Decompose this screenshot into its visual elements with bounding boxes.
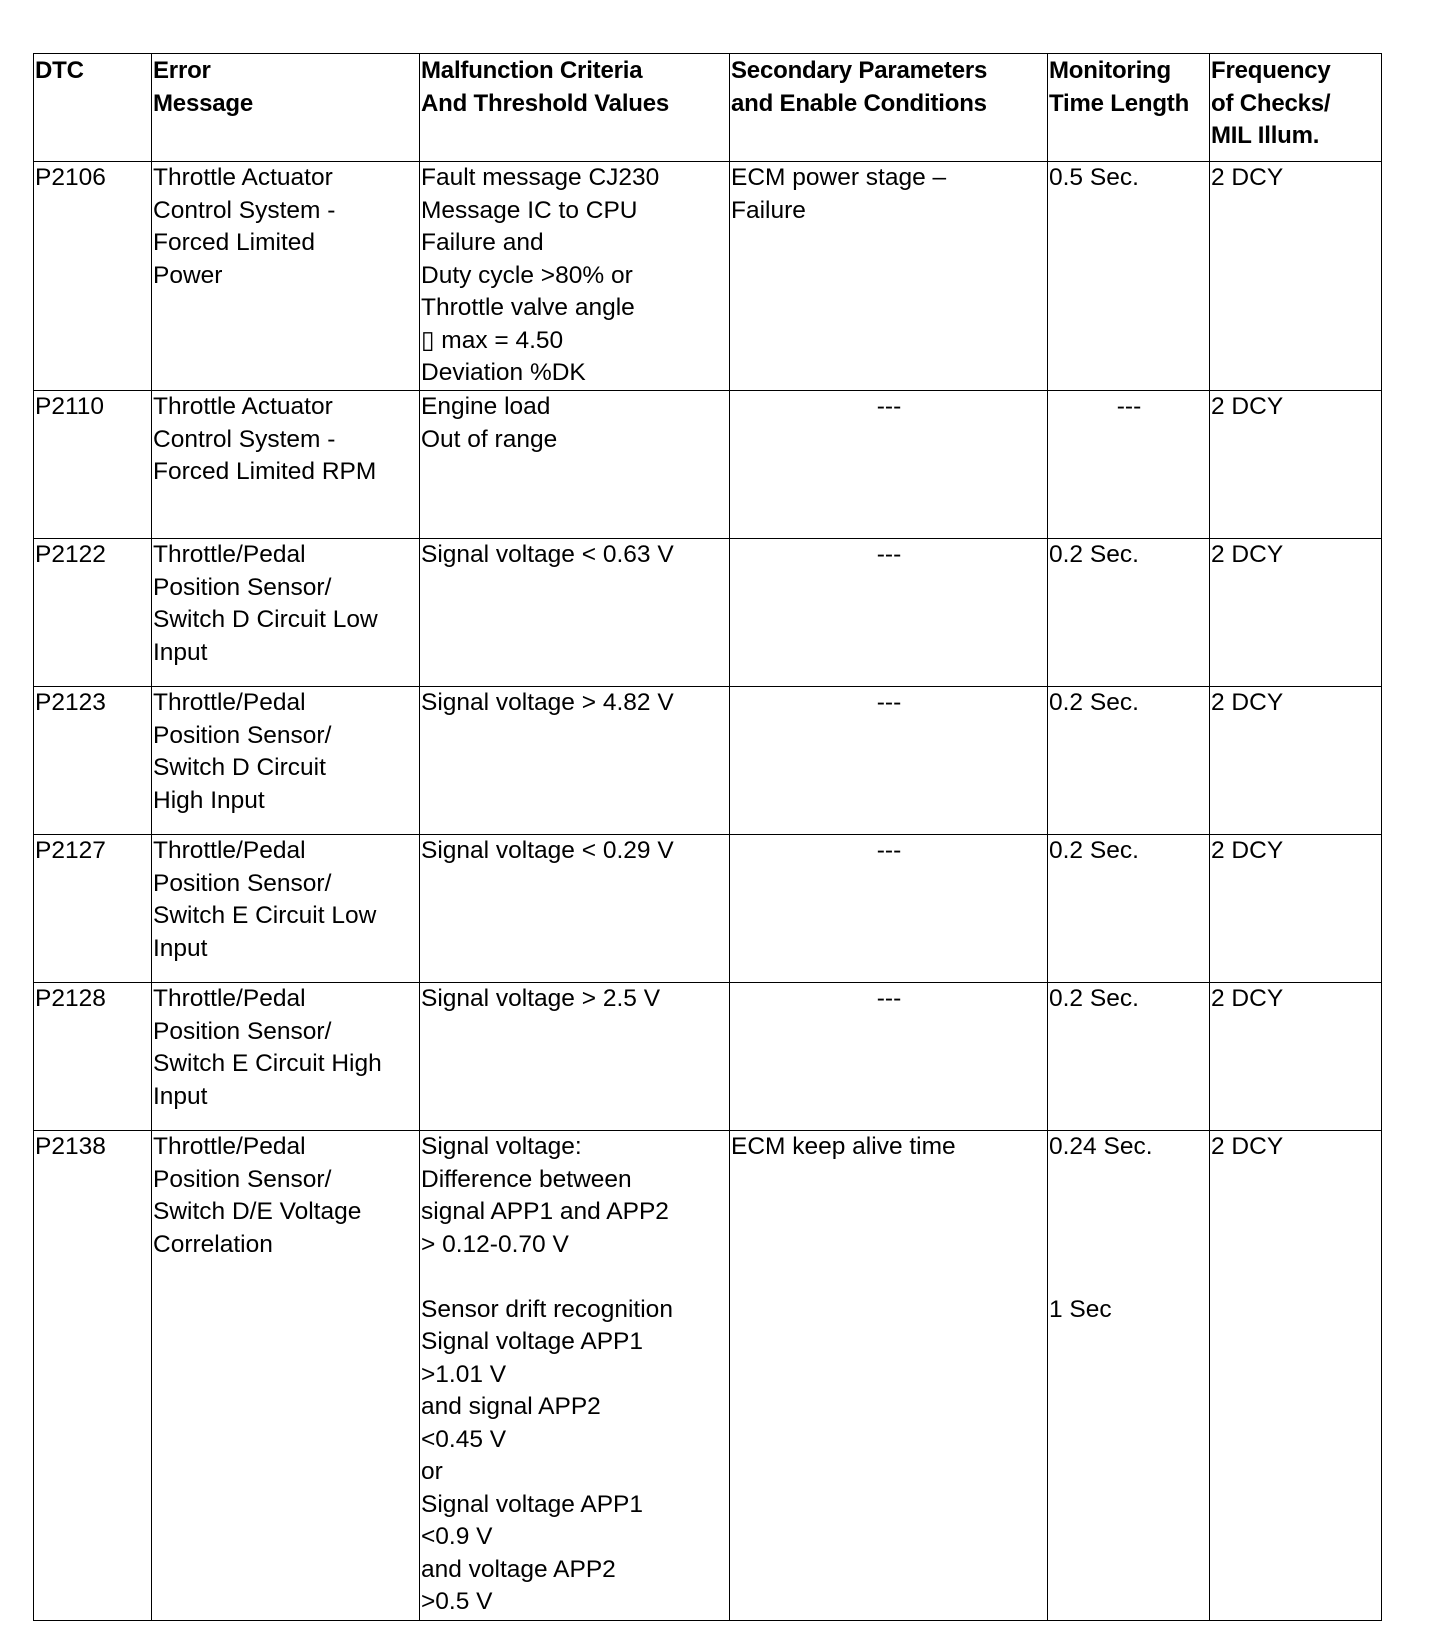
header-secondary-parameters	[730, 54, 1048, 162]
message-line: Correlation	[153, 1230, 273, 1258]
frequency-value: 2 DCY	[1211, 393, 1284, 420]
frequency-value: 2 DCY	[1211, 164, 1284, 191]
monitoring-value: 0.5 Sec.	[1049, 164, 1139, 191]
dtc-code: P2122	[35, 541, 106, 568]
header-line: Secondary Parameters	[731, 57, 988, 84]
message-line: Switch D Circuit	[153, 754, 326, 781]
criteria-line: Fault message CJ230	[421, 164, 660, 191]
message-line: Input	[153, 638, 208, 666]
cell-monitoring	[1048, 983, 1210, 1131]
cell-error-message	[152, 162, 420, 391]
criteria-line: Message IC to CPU	[421, 196, 638, 224]
cell-frequency	[1210, 539, 1382, 687]
message-line: Switch E Circuit High	[153, 1050, 382, 1077]
dtc-code: P2127	[35, 837, 106, 864]
cell-secondary	[730, 162, 1048, 391]
cell-criteria	[420, 835, 730, 983]
header-frequency	[1210, 54, 1382, 162]
message-line: Throttle/Pedal	[153, 689, 306, 716]
message-line: Throttle/Pedal	[153, 837, 306, 864]
dtc-code: P2123	[35, 689, 106, 716]
cell-criteria	[420, 983, 730, 1131]
header-line: Time Length	[1049, 89, 1190, 117]
cell-dtc	[34, 1131, 152, 1621]
monitoring-value: 0.2 Sec.	[1049, 985, 1139, 1012]
dtc-code: P2128	[35, 985, 106, 1012]
criteria-line: Duty cycle >80% or	[421, 261, 633, 289]
message-line: Switch E Circuit Low	[153, 902, 377, 929]
table-row	[34, 687, 1382, 835]
cell-error-message	[152, 835, 420, 983]
secondary-line: ---	[876, 837, 902, 864]
message-line: Forced Limited	[153, 229, 316, 256]
header-line: And Threshold Values	[421, 89, 670, 117]
cell-criteria	[420, 539, 730, 687]
header-line: MIL Illum.	[1211, 122, 1320, 149]
cell-monitoring	[1048, 539, 1210, 687]
cell-criteria	[420, 391, 730, 539]
criteria-line: and signal APP2	[421, 1393, 601, 1420]
frequency-value: 2 DCY	[1211, 1133, 1284, 1160]
cell-secondary	[730, 835, 1048, 983]
message-line: Throttle/Pedal	[153, 541, 306, 568]
criteria-line: Failure and	[421, 229, 544, 256]
criteria-line: Throttle valve angle	[421, 294, 635, 321]
criteria-line: Difference between	[421, 1165, 632, 1193]
cell-secondary	[730, 687, 1048, 835]
frequency-value: 2 DCY	[1211, 541, 1284, 568]
cell-monitoring	[1048, 391, 1210, 539]
criteria-line: Signal voltage:	[421, 1133, 582, 1160]
frequency-value: 2 DCY	[1211, 837, 1284, 864]
cell-error-message	[152, 983, 420, 1131]
header-line: Malfunction Criteria	[421, 57, 643, 84]
message-line: Throttle Actuator	[153, 393, 333, 420]
message-line: Position Sensor/	[153, 869, 332, 897]
criteria-line: Signal voltage < 0.29 V	[421, 837, 674, 864]
cell-monitoring	[1048, 835, 1210, 983]
header-line: Message	[153, 89, 253, 117]
cell-frequency	[1210, 687, 1382, 835]
cell-error-message	[152, 539, 420, 687]
cell-frequency	[1210, 983, 1382, 1131]
message-line: Switch D Circuit Low	[153, 606, 378, 633]
cell-criteria	[420, 1131, 730, 1621]
header-line: Frequency	[1211, 57, 1331, 84]
message-line: Forced Limited RPM	[153, 458, 377, 485]
criteria-line: ▯ max = 4.50	[421, 326, 564, 354]
monitoring-value: 0.2 Sec.	[1049, 689, 1139, 716]
criteria-line: <0.9 V	[421, 1523, 493, 1550]
message-line: Power	[153, 261, 223, 289]
secondary-line: ---	[876, 393, 902, 420]
cell-criteria	[420, 687, 730, 835]
message-line: Position Sensor/	[153, 1017, 332, 1045]
message-line: High Input	[153, 786, 265, 814]
message-line: Input	[153, 934, 208, 962]
criteria-line: >0.5 V	[421, 1588, 493, 1615]
criteria-line: >1.01 V	[421, 1360, 507, 1388]
criteria-line: Engine load	[421, 393, 551, 420]
header-error-message	[152, 54, 420, 162]
message-line: Throttle/Pedal	[153, 1133, 306, 1160]
dtc-code: P2138	[35, 1133, 106, 1160]
frequency-value: 2 DCY	[1211, 985, 1284, 1012]
dtc-code: P2106	[35, 164, 106, 191]
criteria-line: Signal voltage > 4.82 V	[421, 689, 674, 716]
cell-monitoring	[1048, 162, 1210, 391]
message-line: Switch D/E Voltage	[153, 1198, 362, 1225]
header-monitoring-time	[1048, 54, 1210, 162]
frequency-value: 2 DCY	[1211, 689, 1284, 716]
secondary-line: ECM power stage –	[731, 164, 947, 191]
paragraph-gap	[421, 1261, 729, 1294]
header-line: DTC	[35, 57, 84, 84]
header-dtc	[34, 54, 152, 162]
table-row	[34, 162, 1382, 391]
cell-error-message	[152, 687, 420, 835]
header-row	[34, 54, 1382, 162]
cell-dtc	[34, 687, 152, 835]
cell-frequency	[1210, 1131, 1382, 1621]
criteria-line: Sensor drift recognition	[421, 1295, 673, 1323]
cell-error-message	[152, 391, 420, 539]
criteria-line: > 0.12-0.70 V	[421, 1230, 569, 1258]
criteria-line: <0.45 V	[421, 1425, 507, 1453]
criteria-line: Signal voltage < 0.63 V	[421, 541, 674, 568]
cell-dtc	[34, 835, 152, 983]
cell-error-message	[152, 1131, 420, 1621]
criteria-line: and voltage APP2	[421, 1555, 616, 1583]
monitoring-value: 0.2 Sec.	[1049, 541, 1139, 568]
cell-secondary	[730, 983, 1048, 1131]
monitoring-value: 0.2 Sec.	[1049, 837, 1139, 864]
cell-dtc	[34, 983, 152, 1131]
cell-monitoring	[1048, 687, 1210, 835]
monitoring-value: 0.24 Sec.	[1049, 1133, 1153, 1160]
header-malfunction-criteria	[420, 54, 730, 162]
cell-secondary	[730, 539, 1048, 687]
criteria-line: Signal voltage APP1	[421, 1328, 644, 1355]
cell-monitoring	[1048, 1131, 1210, 1621]
secondary-line: ECM keep alive time	[731, 1133, 956, 1160]
secondary-line: ---	[876, 689, 902, 716]
monitoring-value: ---	[1116, 393, 1142, 420]
header-line: of Checks/	[1211, 89, 1331, 117]
criteria-line: Deviation %DK	[421, 359, 586, 386]
message-line: Throttle/Pedal	[153, 985, 306, 1012]
message-line: Throttle Actuator	[153, 164, 333, 191]
table-row	[34, 983, 1382, 1131]
message-line: Position Sensor/	[153, 573, 332, 601]
header-line: and Enable Conditions	[731, 89, 987, 117]
criteria-line: Signal voltage APP1	[421, 1490, 644, 1518]
header-line: Error	[153, 57, 211, 84]
secondary-line: ---	[876, 541, 902, 568]
table-row	[34, 391, 1382, 539]
cell-dtc	[34, 162, 152, 391]
table-row	[34, 539, 1382, 687]
cell-dtc	[34, 391, 152, 539]
message-line: Control System -	[153, 425, 336, 453]
header-line: Monitoring	[1049, 57, 1171, 84]
table-row	[34, 835, 1382, 983]
message-line: Control System -	[153, 196, 336, 224]
dtc-table	[33, 53, 1382, 1621]
cell-dtc	[34, 539, 152, 687]
criteria-line: signal APP1 and APP2	[421, 1198, 669, 1225]
cell-frequency	[1210, 162, 1382, 391]
cell-secondary	[730, 1131, 1048, 1621]
message-line: Position Sensor/	[153, 721, 332, 749]
criteria-line: Signal voltage > 2.5 V	[421, 985, 661, 1012]
secondary-line: Failure	[731, 196, 806, 224]
cell-criteria	[420, 162, 730, 391]
monitoring-value-drift: 1 Sec	[1049, 1295, 1112, 1323]
message-line: Input	[153, 1082, 208, 1110]
cell-frequency	[1210, 835, 1382, 983]
criteria-line: Out of range	[421, 425, 558, 453]
message-line: Position Sensor/	[153, 1165, 332, 1193]
cell-secondary	[730, 391, 1048, 539]
dtc-code: P2110	[35, 393, 105, 420]
monitoring-gap	[1049, 1164, 1209, 1294]
secondary-line: ---	[876, 985, 902, 1012]
cell-frequency	[1210, 391, 1382, 539]
table-row	[34, 1131, 1382, 1621]
criteria-line: or	[421, 1458, 443, 1485]
